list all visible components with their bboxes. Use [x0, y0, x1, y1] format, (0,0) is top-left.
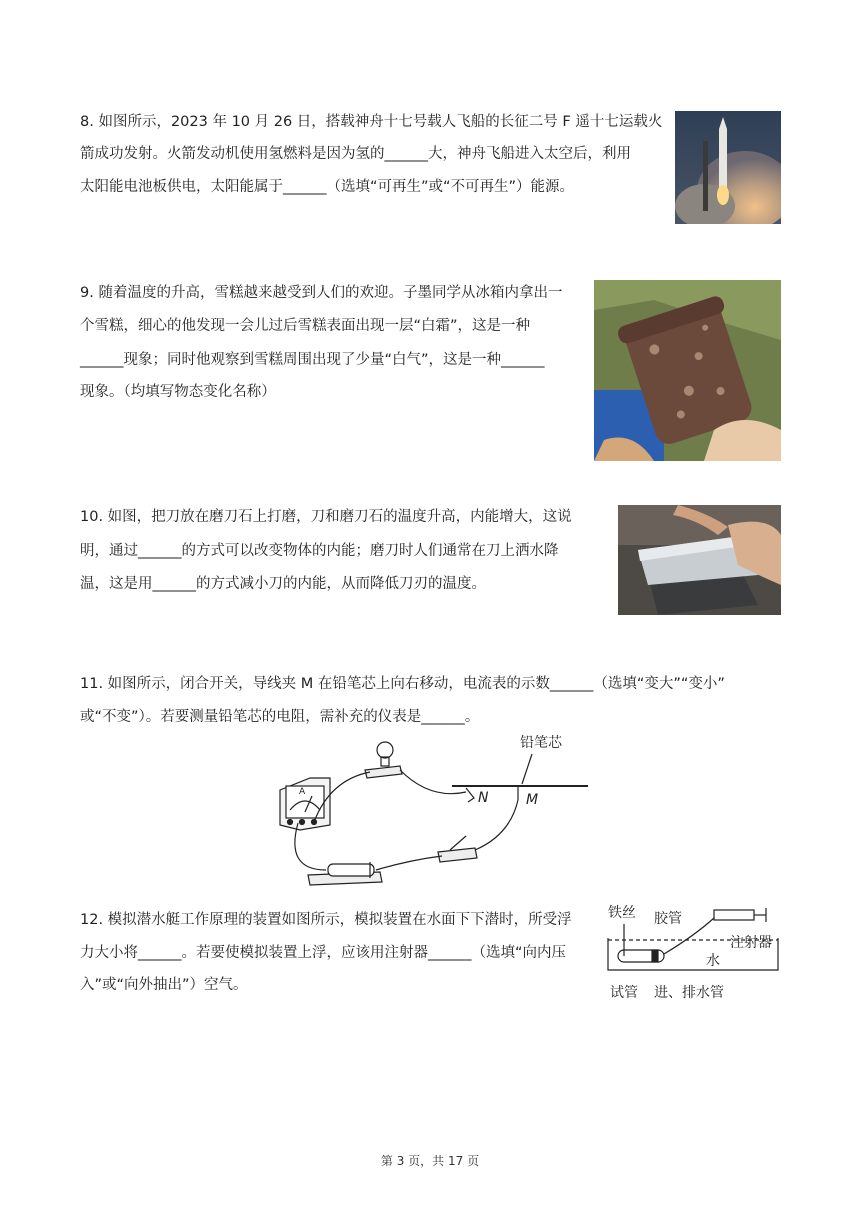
q8-line-3: 太阳能电池板供电，太阳能属于______（选填“可再生”或“不可再生”）能源。 — [80, 179, 575, 195]
hose-label: 胶管 — [654, 911, 682, 927]
iron-wire-label: 铁丝 — [608, 905, 636, 921]
q9-line-3: ______现象；同时他观察到雪糕周围出现了少量“白气”，这是一种______ — [80, 352, 545, 368]
q9-line-2: 个雪糕，细心的他发现一会儿过后雪糕表面出现一层“白霜”，这是一种 — [80, 318, 531, 334]
syringe-label: 注射器 — [730, 935, 772, 951]
q11-line-2: 或“不变”）。若要测量铅笔芯的电阻，需补充的仪表是______。 — [80, 709, 480, 725]
q10-line-3: 温，这是用______的方式减小刀的内能，从而降低刀刃的温度。 — [80, 576, 486, 592]
test-tube-label: 试管 — [610, 985, 638, 1001]
q12-line-3: 入”或“向外抽出”）空气。 — [80, 977, 248, 993]
q8-line-2: 箭成功发射。火箭发动机使用氢燃料是因为氢的______大，神舟飞船进入太空后，利用 — [80, 146, 631, 162]
q10-line-1: 10. 如图，把刀放在磨刀石上打磨，刀和磨刀石的温度升高，内能增大，这说 — [80, 509, 572, 525]
q10-line-2: 明，通过______的方式可以改变物体的内能；磨刀时人们通常在刀上洒水降 — [80, 543, 559, 559]
clip-n-label: N — [478, 790, 489, 806]
rocket-launch-photo — [675, 111, 781, 224]
clip-m-label: M — [526, 792, 539, 808]
q12-line-1: 12. 模拟潜水艇工作原理的装置如图所示，模拟装置在水面下下潜时，所受浮 — [80, 912, 572, 928]
knife-sharpening-photo — [618, 505, 781, 615]
q9-line-4: 现象。（均填写物态变化名称） — [80, 384, 276, 400]
q9-line-1: 9. 随着温度的升高，雪糕越来越受到人们的欢迎。子墨同学从冰箱内拿出一 — [80, 285, 563, 301]
q11-line-1: 11. 如图所示，闭合开关，导线夹 M 在铅笔芯上向右移动，电流表的示数______（选填“变大”“变小” — [80, 676, 725, 692]
pencil-lead-label: 铅笔芯 — [520, 735, 562, 751]
drain-pipe-label: 进、排水管 — [654, 985, 724, 1001]
q8-line-1: 8. 如图所示，2023 年 10 月 26 日，搭载神舟十七号载人飞船的长征二号 F 遥十七运载火 — [80, 114, 663, 130]
ice-cream-photo — [594, 280, 781, 461]
water-label: 水 — [706, 953, 720, 969]
ammeter-label: A — [299, 787, 306, 797]
circuit-diagram — [270, 730, 590, 892]
submarine-model-diagram — [604, 896, 782, 1006]
q12-line-2: 力大小将______。若要使模拟装置上浮，应该用注射器______（选填“向内压 — [80, 945, 567, 961]
page-footer: 第 3 页，共 17 页 — [380, 1154, 480, 1168]
